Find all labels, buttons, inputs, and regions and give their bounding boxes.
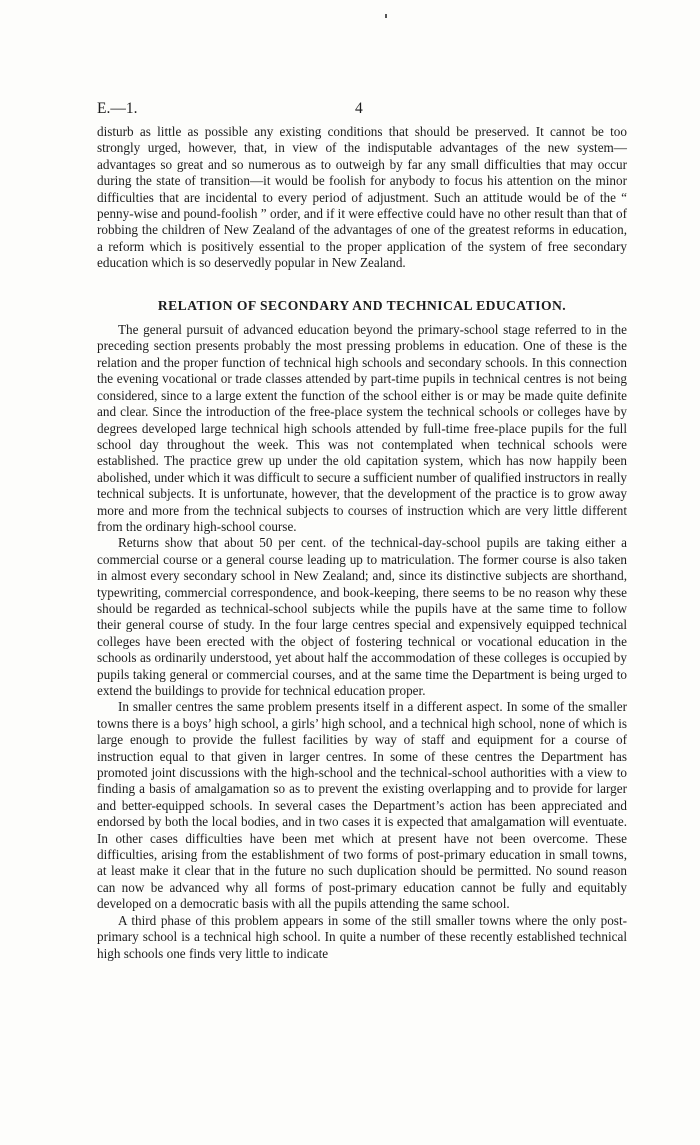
document-code: E.—1. xyxy=(97,100,138,117)
stray-ink-mark xyxy=(385,14,387,18)
paragraph: A third phase of this problem appears in some of the still smaller towns where the only post-primary school is a technical high school. In quite a number of these recently established technical high schools one finds very little to indicate xyxy=(97,912,627,961)
continued-paragraph: disturb as little as possible any existing conditions that should be preserved. It cannot be too strongly urged, however, that, in view of the indisputable advantages of the new system—advantages so great and so numerous as to outweigh by far any small difficulties that may occur during the state of transition—it would be foolish for anybody to focus his attention on the minor difficulties that are incidental to every period of adjustment. Such an attitude would be of the “ penny-wise and pound-foolish ” order, and if it were effective could have no other result than that of robbing the children of New Zealand of the advantages of one of the greatest reforms in education, a reform which is positively essential to the proper application of the system of free secondary education which is so deservedly popular in New Zealand. xyxy=(97,124,627,271)
running-header xyxy=(97,100,627,122)
paragraph: The general pursuit of advanced education beyond the primary-school stage referred to in the preceding section presents probably the most pressing problems in education. One of these is the relation and the proper function of technical high schools and secondary schools. In this connection the evening vocational or trade classes attended by part-time pupils in technical centres is not being considered, since to a large extent the function of the school either is or may be made quite definite and clear. Since the introduction of the free-place system the technical schools or colleges have by degrees developed large technical high schools attended by full-time free-place pupils for the full school day throughout the week. This was not contemplated when technical schools were established. The practice grew up under the old capitation system, which has now happily been abolished, under which it was difficult to secure a sufficient number of qualified instructors in really technical subjects. It is unfortunate, however, that the development of the practice is to grow away more and more from the technical subjects to courses of instruction which are very little different from the ordinary high-school course. xyxy=(97,322,627,534)
body-text xyxy=(97,124,627,962)
paragraph: Returns show that about 50 per cent. of the technical-day-school pupils are taking either a commercial course or a general course leading up to matriculation. The former course is also taken in almost every secondary school in New Zealand; and, since its distinctive subjects are shorthand, typewriting, commercial correspondence, and book-keeping, there seems to be no reason why these should be regarded as technical-school subjects while the pupils have at the same time to follow their general course of study. In the four large centres special and expensively equipped technical colleges have been erected with the object of fostering technical or vocational education in the schools as ordinarily understood, yet about half the accommodation of these colleges is occupied by pupils taking general or commercial courses, and at the same time the Department is being urged to extend the buildings to provide for technical education proper. xyxy=(97,535,627,698)
page-number: 4 xyxy=(355,100,363,117)
section-heading: RELATION OF SECONDARY AND TECHNICAL EDUCATION. xyxy=(157,297,567,313)
paragraph: In smaller centres the same problem presents itself in a different aspect. In some of the smaller towns there is a boys’ high school, a girls’ high school, and a technical high school, none of which is large enough to provide the fullest facilities by way of staff and equipment for a course of instruction equal to that given in larger centres. In some of these centres the Department has promoted joint discussions with the high-school and the technical-school authorities with a view to finding a basis of amalgamation so as to prevent the existing overlapping and to provide for larger and better-equipped schools. In several cases the Department’s action has been appreciated and endorsed by both the local bodies, and in two cases it is expected that amalgamation will eventuate. In other cases difficulties have been met which at present have not been overcome. These difficulties, arising from the establishment of two forms of post-primary education in small towns, at least make it clear that in the future no such duplication should be permitted. No sound reason can now be advanced why all forms of post-primary education cannot be fully and equitably developed on a democratic basis with all the pupils attending the same school. xyxy=(97,699,627,912)
